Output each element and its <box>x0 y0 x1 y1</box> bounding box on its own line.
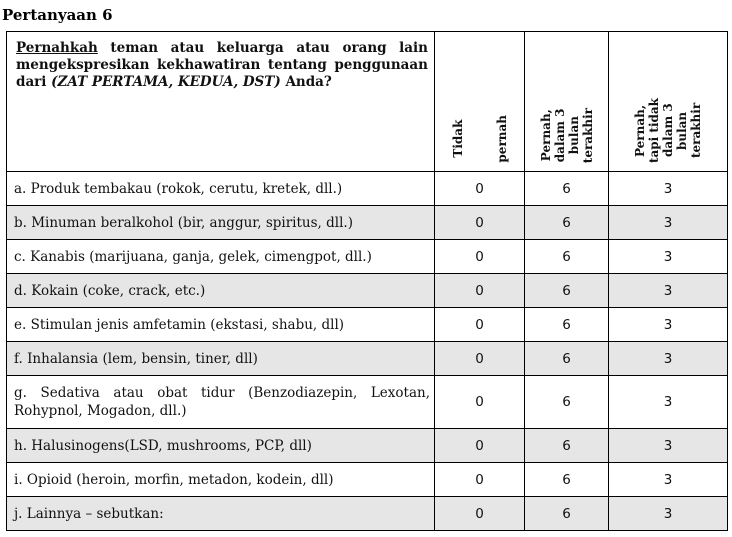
column-header-line: dalam 3 <box>552 108 567 163</box>
score-past: 3 <box>609 376 728 429</box>
substance-label: c. Kanabis (marijuana, ganja, gelek, cimengpot, dll.) <box>7 240 435 274</box>
score-past: 3 <box>609 497 728 531</box>
substance-label: j. Lainnya – sebutkan: <box>7 497 435 531</box>
score-never: 0 <box>435 429 525 463</box>
table-row <box>7 376 728 429</box>
substance-label: h. Halusinogens(LSD, mushrooms, PCP, dll) <box>7 429 435 463</box>
header-row <box>7 32 728 172</box>
table-row <box>7 206 728 240</box>
column-header-past-3-months <box>525 32 609 172</box>
score-recent: 6 <box>525 376 609 429</box>
column-header-line: Pernah, <box>633 104 647 157</box>
page-title: Pertanyaan 6 <box>2 6 113 24</box>
column-header-never <box>435 32 525 172</box>
score-past: 3 <box>609 240 728 274</box>
table-row <box>7 497 728 531</box>
column-header-line: terakhir <box>689 102 703 159</box>
score-recent: 6 <box>525 206 609 240</box>
score-never: 0 <box>435 342 525 376</box>
score-past: 3 <box>609 172 728 206</box>
substance-label: e. Stimulan jenis amfetamin (ekstasi, shabu, dll) <box>7 308 435 342</box>
substance-label: a. Produk tembakau (rokok, cerutu, kretek, dll.) <box>7 172 435 206</box>
score-recent: 6 <box>525 429 609 463</box>
column-header-line: tapi tidak <box>647 97 661 163</box>
question-table <box>6 31 728 531</box>
score-recent: 6 <box>525 342 609 376</box>
table-row <box>7 308 728 342</box>
score-recent: 6 <box>525 497 609 531</box>
score-recent: 6 <box>525 274 609 308</box>
score-recent: 6 <box>525 463 609 497</box>
table-row <box>7 172 728 206</box>
column-header-line: Tidak <box>450 120 465 159</box>
column-header-not-past-3-months <box>609 32 728 172</box>
table-body <box>7 172 728 531</box>
substance-label: i. Opioid (heroin, morfin, metadon, kodein, dll) <box>7 463 435 497</box>
table-row <box>7 240 728 274</box>
score-past: 3 <box>609 206 728 240</box>
score-never: 0 <box>435 274 525 308</box>
score-never: 0 <box>435 463 525 497</box>
column-header-line: Pernah, <box>538 109 553 162</box>
question-text <box>7 32 435 172</box>
score-past: 3 <box>609 342 728 376</box>
column-header-line: dalam 3 <box>661 103 675 158</box>
question-italic: (ZAT PERTAMA, KEDUA, DST) <box>51 74 281 90</box>
substance-label: d. Kokain (coke, crack, etc.) <box>7 274 435 308</box>
score-never: 0 <box>435 240 525 274</box>
substance-label: g. Sedativa atau obat tidur (Benzodiazepin, Lexotan, Rohypnol, Mogadon, dll.) <box>7 376 435 429</box>
column-header-line: bulan <box>675 111 689 150</box>
score-past: 3 <box>609 308 728 342</box>
question-end: Anda? <box>280 74 332 90</box>
score-never: 0 <box>435 376 525 429</box>
score-past: 3 <box>609 274 728 308</box>
table-row <box>7 274 728 308</box>
question-underlined: Pernahkah <box>16 40 98 56</box>
score-never: 0 <box>435 172 525 206</box>
score-never: 0 <box>435 497 525 531</box>
score-never: 0 <box>435 206 525 240</box>
question-body: teman atau keluarga atau orang lain mengekspresikan kekhawatiran tentang penggunaan dari <box>16 40 428 90</box>
substance-label: b. Minuman beralkohol (bir, anggur, spiritus, dll.) <box>7 206 435 240</box>
column-header-line: pernah <box>494 115 509 163</box>
score-never: 0 <box>435 308 525 342</box>
table-row <box>7 429 728 463</box>
table-row <box>7 463 728 497</box>
score-past: 3 <box>609 429 728 463</box>
score-past: 3 <box>609 463 728 497</box>
score-recent: 6 <box>525 240 609 274</box>
column-header-line: bulan <box>566 116 581 155</box>
column-header-line: terakhir <box>580 107 595 163</box>
score-recent: 6 <box>525 308 609 342</box>
substance-label: f. Inhalansia (lem, bensin, tiner, dll) <box>7 342 435 376</box>
table-row <box>7 342 728 376</box>
score-recent: 6 <box>525 172 609 206</box>
